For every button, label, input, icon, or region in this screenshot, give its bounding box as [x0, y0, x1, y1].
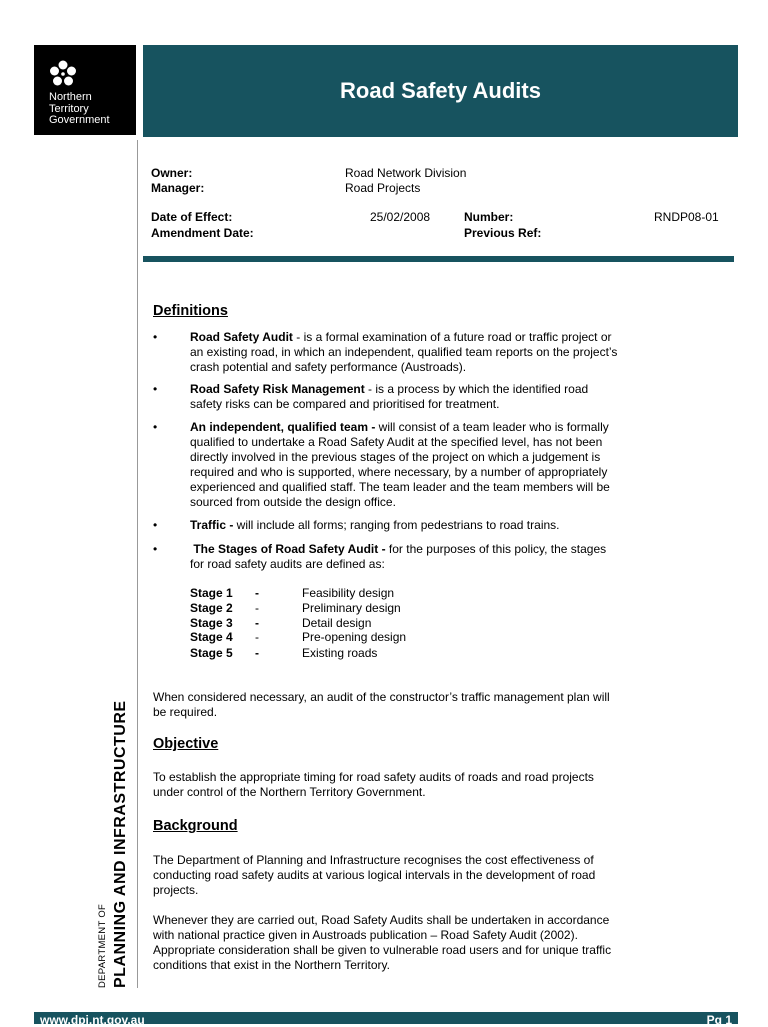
date-of-effect-label: Date of Effect: [151, 210, 233, 224]
stage-desc: Preliminary design [302, 601, 401, 615]
department-of-label: DEPARTMENT OF [97, 903, 108, 988]
definitions-heading: Definitions [153, 303, 228, 319]
definition-independent-team [190, 420, 660, 510]
bullet-1: • [153, 330, 158, 344]
definition-traffic [190, 518, 660, 533]
definition-text: experienced and qualified staff. The team leader and the team members will be [190, 480, 610, 494]
definition-text: will consist of a team leader who is formally [375, 420, 609, 434]
stage-name: Stage 1 [190, 586, 233, 600]
definition-text: crash potential and safety performance (Austroads). [190, 360, 467, 374]
definition-road-safety-audit [190, 330, 660, 375]
stage-desc: Feasibility design [302, 586, 395, 600]
date-of-effect-value: 25/02/2008 [370, 210, 431, 224]
paragraph-line: Whenever they are carried out, Road Safety Audits shall be undertaken in accordance [153, 913, 610, 927]
bullet-4: • [153, 518, 158, 532]
owner-label: Owner: [151, 166, 193, 180]
paragraph-line: The Department of Planning and Infrastructure recognises the cost effectiveness of [153, 853, 594, 867]
stage-desc: Detail design [302, 616, 372, 630]
header-rule [143, 256, 734, 262]
footer-bar [34, 1012, 738, 1027]
definition-text: safety risks can be compared and prioritised for treatment. [190, 397, 500, 411]
definition-text: an existing road, in which an independent, qualified team reports on the project’s [190, 345, 618, 359]
logo-line-3: Government [49, 114, 110, 126]
definition-text: qualified to undertake a Road Safety Audit at the specified level, has not been [190, 435, 603, 449]
stage-dash: - [255, 630, 259, 644]
definition-text: - is a process by which the identified road [364, 382, 589, 396]
background-heading: Background [153, 818, 238, 834]
ntg-logo [34, 45, 136, 135]
term: Road Safety Risk Management [190, 382, 365, 396]
definition-stages [190, 542, 660, 572]
term: Traffic - [190, 518, 234, 532]
stage-dash: - [255, 586, 259, 600]
definition-text: for road safety audits are defined as: [190, 557, 385, 571]
definition-risk-management [190, 382, 660, 412]
objective-paragraph [153, 770, 653, 800]
paragraph-line: conducting road safety audits at various logical intervals in the development of road [153, 868, 596, 882]
department-name: PLANNING AND INFRASTRUCTURE [112, 700, 129, 988]
stage-name: Stage 3 [190, 616, 233, 630]
stage-dash: - [255, 646, 259, 660]
logo-line-2: Territory [49, 102, 89, 115]
paragraph-line: with national practice given in Austroads publication – Road Safety Audit (2002). [153, 928, 578, 942]
background-paragraph-2 [153, 913, 653, 973]
definition-text: for the purposes of this policy, the stages [385, 542, 607, 556]
stage-name: Stage 5 [190, 646, 233, 660]
definition-text: - is a formal examination of a future road or traffic project or [292, 330, 612, 344]
paragraph-line: Appropriate consideration shall be given to vulnerable road users and for unique traffic [153, 943, 612, 957]
term: The Stages of Road Safety Audit - [190, 542, 386, 556]
bullet-2: • [153, 382, 158, 396]
background-paragraph-1 [153, 853, 653, 898]
stage-name: Stage 2 [190, 601, 233, 615]
definition-text: directly involved in the previous stages of the project on which a judgement is [190, 450, 601, 464]
logo-line-1: Northern [49, 91, 92, 103]
stage-dash: - [255, 616, 259, 630]
page-title: Road Safety Audits [340, 78, 541, 103]
definition-text: sourced from outside the design office. [190, 495, 396, 509]
stage-desc: Pre-opening design [302, 630, 407, 644]
bullet-3: • [153, 420, 158, 434]
previous-ref-label: Previous Ref: [464, 226, 542, 240]
amendment-date-label: Amendment Date: [151, 226, 254, 240]
term: Road Safety Audit [190, 330, 293, 344]
page-number: Pg 1 [706, 1013, 732, 1027]
stage-name: Stage 4 [190, 630, 233, 644]
paragraph-line: be required. [153, 705, 218, 719]
left-divider [137, 140, 138, 988]
paragraph-line: under control of the Northern Territory Government. [153, 785, 426, 799]
definition-text: will include all forms; ranging from pedestrians to road trains. [233, 518, 560, 532]
logo-text [49, 92, 110, 127]
paragraph-line: To establish the appropriate timing for road safety audits of roads and road projects [153, 770, 594, 784]
number-label: Number: [464, 210, 514, 224]
term: An independent, qualified team - [190, 420, 376, 434]
stage-dash: - [255, 601, 259, 615]
desert-rose-icon [48, 59, 78, 89]
footer-url-link[interactable]: www.dpi.nt.gov.au [40, 1013, 145, 1027]
constructor-plan-paragraph [153, 690, 653, 720]
title-banner [143, 45, 738, 137]
stage-desc: Existing roads [302, 646, 378, 660]
manager-label: Manager: [151, 181, 205, 195]
bullet-5: • [153, 542, 158, 556]
definition-text: required and who is supported, where necessary, by a number of appropriately [190, 465, 608, 479]
objective-heading: Objective [153, 736, 219, 752]
number-value: RNDP08-01 [654, 210, 719, 224]
paragraph-line: When considered necessary, an audit of the constructor’s traffic management plan will [153, 690, 610, 704]
paragraph-line: projects. [153, 883, 199, 897]
paragraph-line: conditions that exist in the Northern Territory. [153, 958, 390, 972]
owner-value: Road Network Division [345, 166, 467, 180]
manager-value: Road Projects [345, 181, 421, 195]
